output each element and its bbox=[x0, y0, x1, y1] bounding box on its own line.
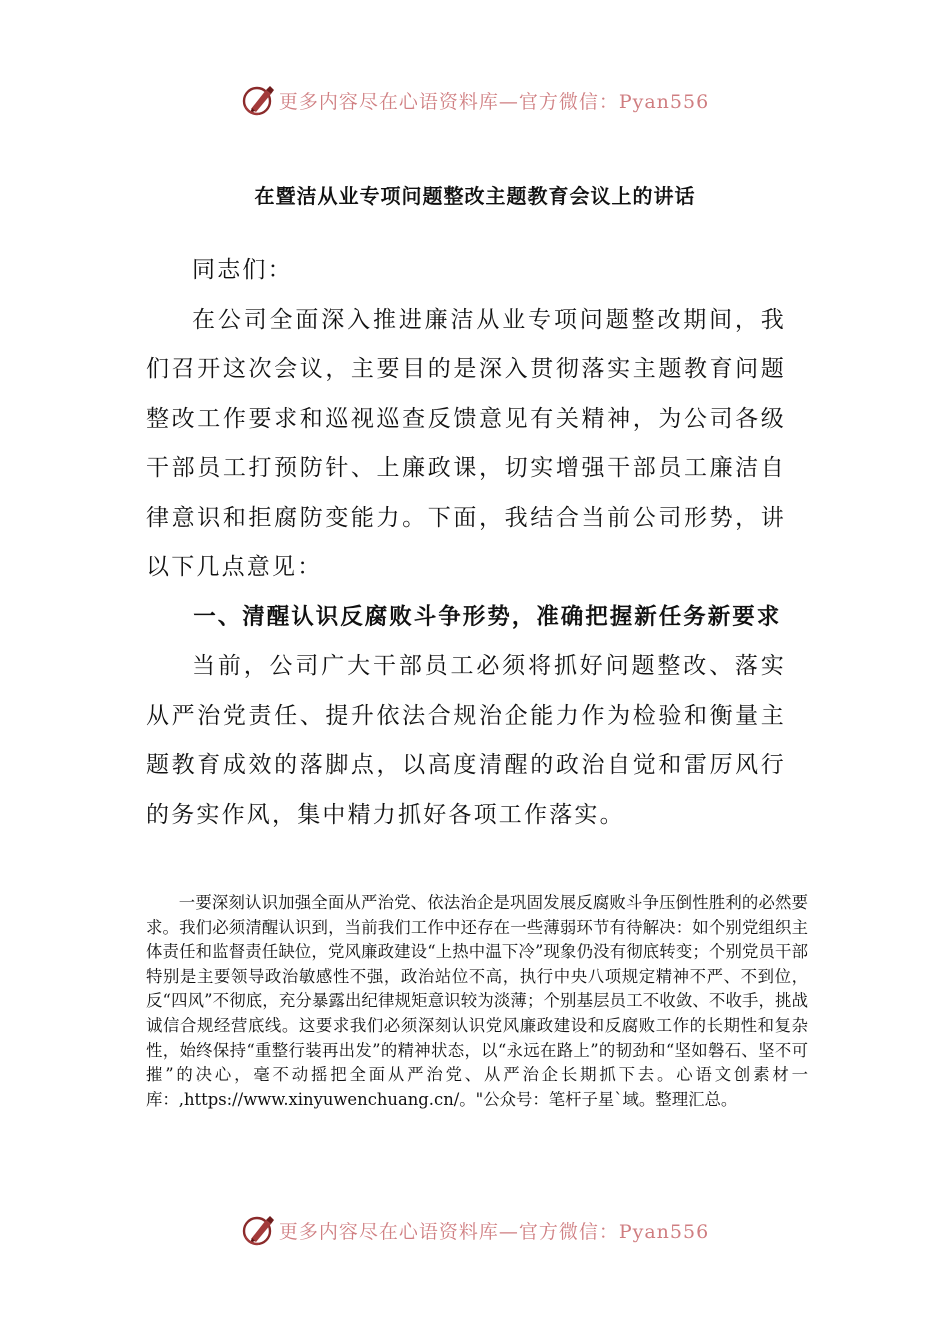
document-body bbox=[146, 246, 786, 840]
pen-logo-icon bbox=[241, 1212, 277, 1248]
banner-text: 更多内容尽在心语资料库—官方微信：Pyan556 bbox=[278, 1220, 710, 1243]
header-banner bbox=[0, 80, 950, 120]
salutation: 同志们： bbox=[192, 257, 293, 283]
section-paragraph: 当前，公司广大干部员工必须将抓好问题整改、落实从严治党责任、提升依法合规治企能力作为检验和衡量主题教育成效的落脚点，以高度清醒的政治自觉和雷厉风行的务实作风，集中精力抓好各项工作落实。 bbox=[146, 653, 786, 828]
footer-banner bbox=[0, 1210, 950, 1250]
pen-logo-icon bbox=[241, 82, 277, 118]
intro-paragraph: 在公司全面深入推进廉洁从业专项问题整改期间，我们召开这次会议，主要目的是深入贯彻落实主题教育问题整改工作要求和巡视巡查反馈意见有关精神，为公司各级干部员工打预防针、上廉政课，切实增强干部员工廉洁自律意识和拒腐防变能力。下面，我结合当前公司形势，讲以下几点意见： bbox=[146, 306, 786, 580]
document-small-text bbox=[146, 891, 808, 1112]
section-heading: 一、清醒认识反腐败斗争形势，准确把握新任务新要求 bbox=[193, 603, 782, 630]
document-title: 在暨洁从业专项问题整改主题教育会议上的讲话 bbox=[254, 184, 696, 208]
small-paragraph: 一要深刻认识加强全面从严治党、依法治企是巩固发展反腐败斗争压倒性胜利的必然要求。我们必须清醒认识到，当前我们工作中还存在一些薄弱环节有待解决：如个别党组织主体责任和监督责任缺位，党风廉政建设“上热中温下冷”现象仍没有彻底转变；个别党员干部特别是主要领导政治敏感性不强，政治站位不高，执行中央八项规定精神不严、不到位，反“四风”不彻底，充分暴露出纪律规矩意识较为淡薄；个别基层员工不收敛、不收手，挑战诚信合规经营底线。这要求我们必须深刻认识党风廉政建设和反腐败工作的长期性和复杂性，始终保持“重整行装再出发”的精神状态，以“永远在路上”的韧劲和“坚如磐石、坚不可摧”的决心，毫不动摇把全面从严治党、从严治企长期抓下去。心语文创素材一库：,https://www.xinyuwenchuang.cn/。"公众号：笔杆子星`域。整理汇总。 bbox=[146, 893, 808, 1109]
banner-text: 更多内容尽在心语资料库—官方微信：Pyan556 bbox=[278, 90, 710, 113]
